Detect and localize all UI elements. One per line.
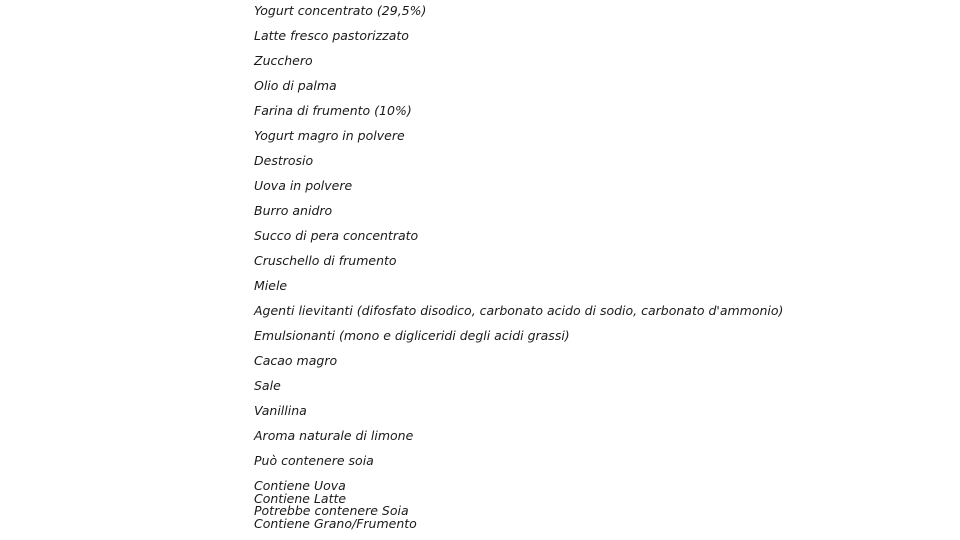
allergen-item: Contiene Grano/Frumento bbox=[254, 515, 417, 531]
ingredient-item: Uova in polvere bbox=[254, 178, 353, 193]
allergens-list bbox=[254, 480, 417, 530]
allergen-item: Contiene Latte bbox=[254, 490, 347, 506]
ingredient-item: Destrosio bbox=[254, 153, 314, 168]
ingredient-item: Succo di pera concentrato bbox=[254, 228, 419, 243]
ingredients-list bbox=[254, 3, 783, 478]
ingredient-item: Cacao magro bbox=[254, 353, 338, 368]
allergen-item: Potrebbe contenere Soia bbox=[254, 503, 409, 519]
ingredient-item: Aroma naturale di limone bbox=[254, 428, 414, 443]
ingredient-item: Zucchero bbox=[254, 53, 313, 68]
ingredient-item: Cruschello di frumento bbox=[254, 253, 397, 268]
ingredient-item: Burro anidro bbox=[254, 203, 333, 218]
ingredient-item: Yogurt magro in polvere bbox=[254, 128, 405, 143]
ingredient-item: Vanillina bbox=[254, 403, 307, 418]
ingredient-item: Emulsionanti (mono e digliceridi degli acidi grassi) bbox=[254, 328, 570, 343]
allergen-item: Contiene Uova bbox=[254, 478, 346, 493]
ingredient-item: Yogurt concentrato (29,5%) bbox=[254, 3, 427, 18]
ingredient-item: Sale bbox=[254, 378, 281, 393]
ingredient-item: Può contenere soia bbox=[254, 453, 374, 468]
ingredient-item: Agenti lievitanti (difosfato disodico, carbonato acido di sodio, carbonato d'ammonio) bbox=[254, 303, 784, 318]
ingredient-item: Miele bbox=[254, 278, 288, 293]
ingredient-item: Olio di palma bbox=[254, 78, 337, 93]
ingredient-item: Farina di frumento (10%) bbox=[254, 103, 412, 118]
ingredient-item: Latte fresco pastorizzato bbox=[254, 28, 409, 43]
